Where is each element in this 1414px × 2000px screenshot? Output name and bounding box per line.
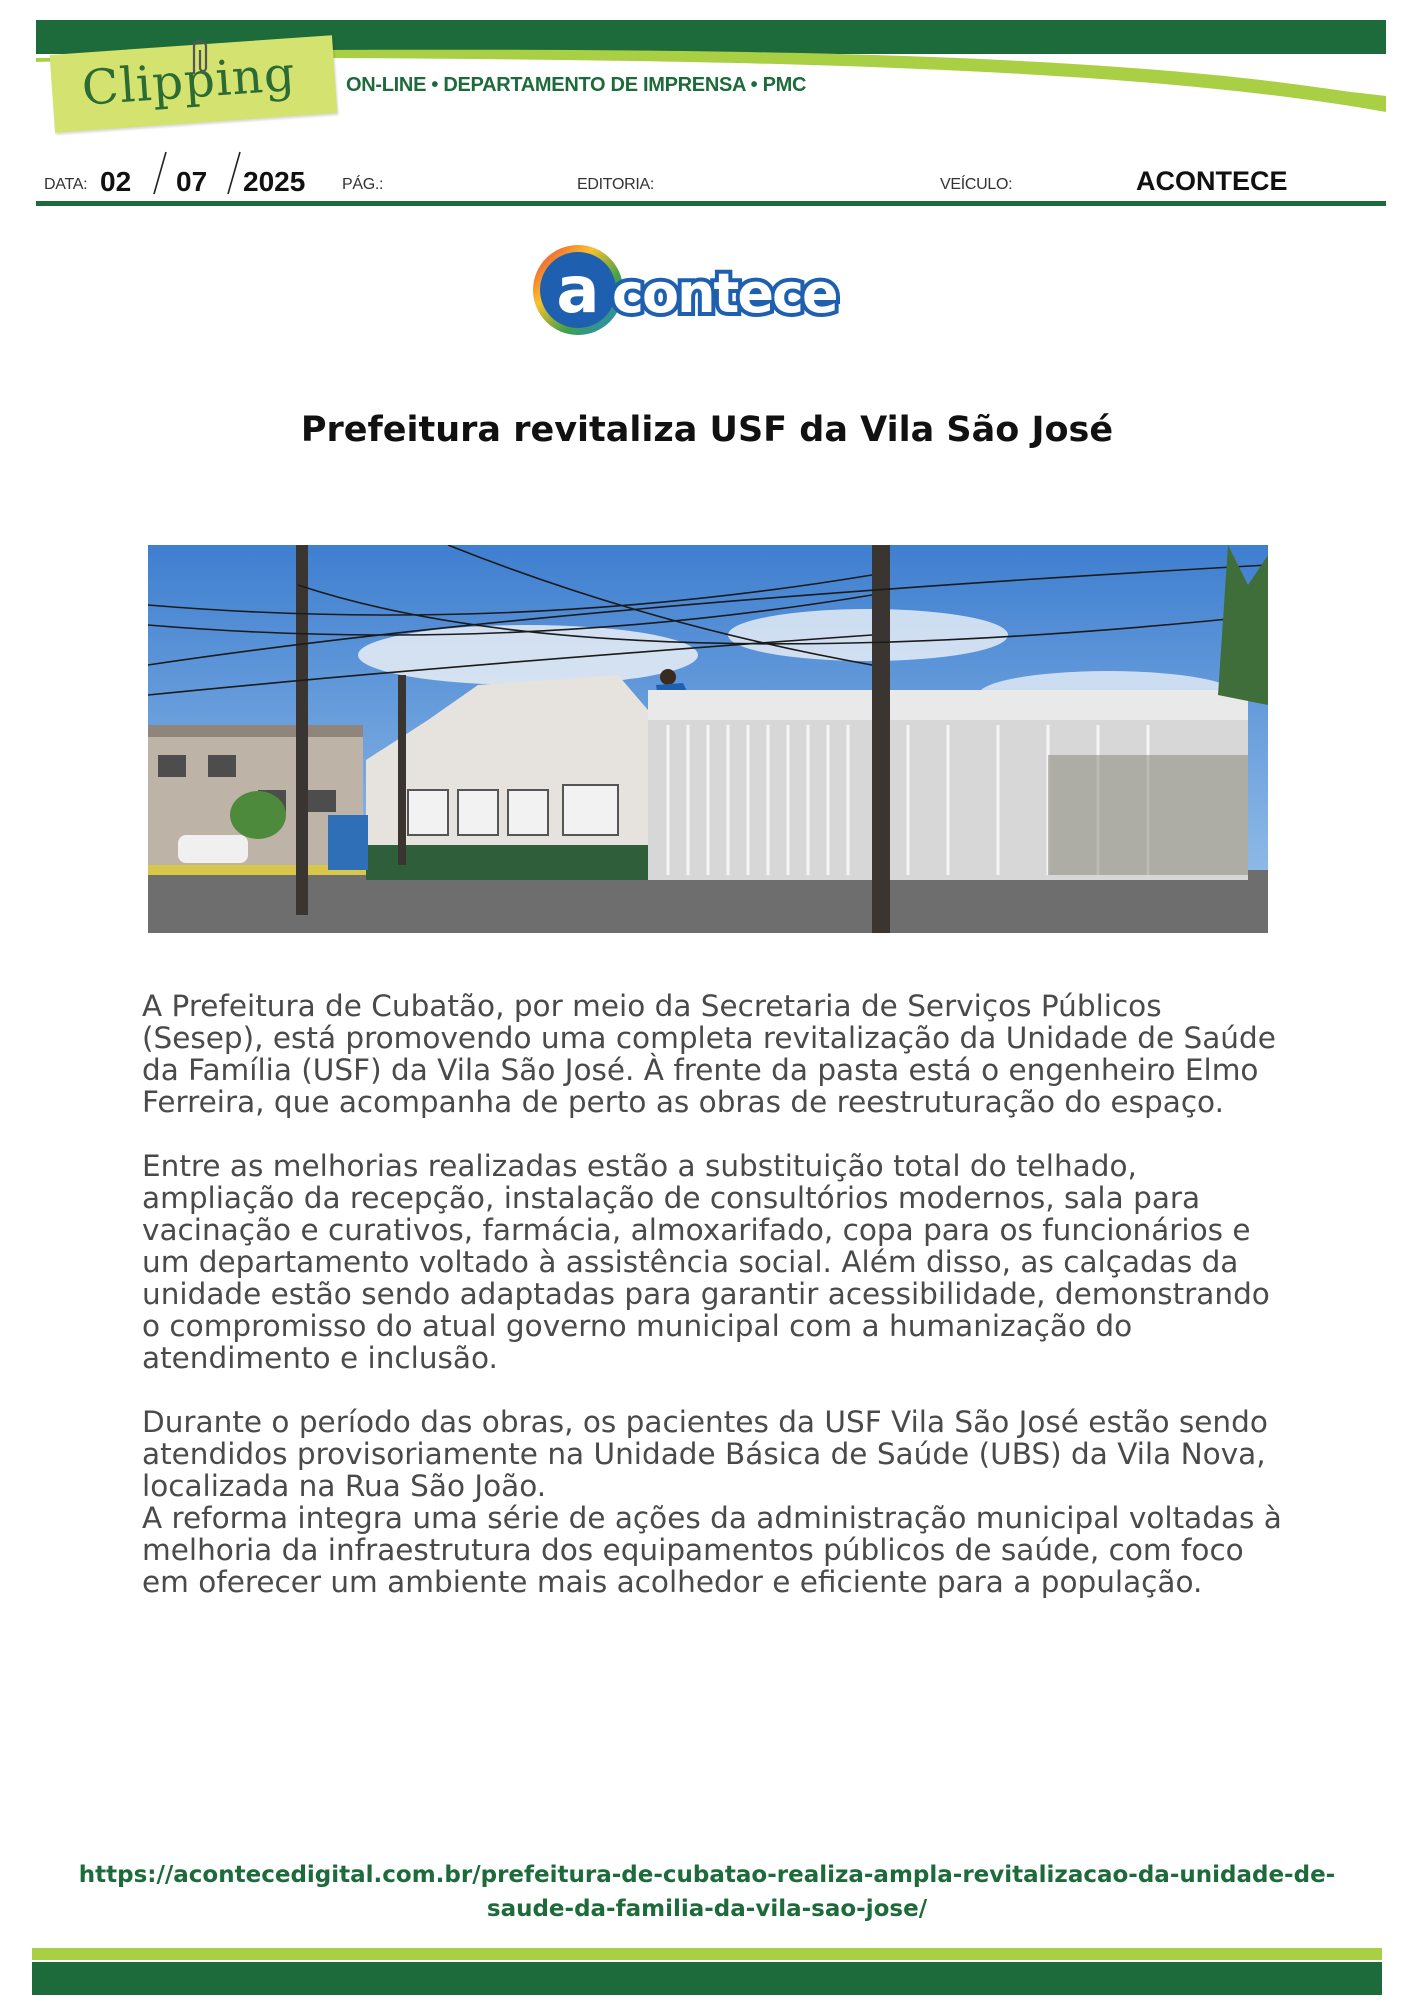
clipping-meta-row	[0, 150, 1414, 200]
article-paragraph: Entre as melhorias realizadas estão a substituição total do telhado, ampliação da recepção, instalação de consultórios modernos, sala para vacinação e curativos, farmácia, almoxarifado, copa para os funcionários e um departamento voltado à assistência social. Além disso, as calçadas da unidade estão sendo adaptadas para garantir acessibilidade, demonstrando o compromisso do atual governo municipal com a humanização do atendimento e inclusão.	[142, 1149, 1270, 1375]
source-link[interactable]	[60, 1858, 1354, 1926]
article-headline: Prefeitura revitaliza USF da Vila São José	[300, 410, 1114, 450]
veiculo-label: VEÍCULO:	[940, 176, 1013, 193]
editoria-label: EDITORIA:	[577, 176, 655, 193]
date-separator	[150, 150, 170, 196]
date-separator	[224, 150, 244, 196]
footer-bar	[32, 1962, 1382, 1995]
footer-stripe	[32, 1948, 1382, 1960]
source-link-line: https://acontecedigital.com.br/prefeitura-de-cubatao-realiza-ampla-revitalizacao-da-unidade-de-	[78, 1862, 1336, 1888]
clipping-label: Clipping	[80, 45, 298, 117]
data-label: DATA:	[44, 176, 88, 193]
date-year: 2025	[243, 166, 306, 197]
article-paragraph: A Prefeitura de Cubatão, por meio da Secretaria de Serviços Públicos (Sesep), está promovendo uma completa revitalização da Unidade de Saúde da Família (USF) da Vila São José. À frente da pasta está o engenheiro Elmo Ferreira, que acompanha de perto as obras de reestruturação do espaço.	[142, 989, 1276, 1119]
svg-text:a: a	[556, 254, 600, 328]
article-paragraph: Durante o período das obras, os pacientes da USF Vila São José estão sendo atendidos provisoriamente na Unidade Básica de Saúde (UBS) da Vila Nova, localizada na Rua São João.	[142, 1405, 1268, 1503]
pag-label: PÁG.:	[342, 176, 384, 193]
acontece-logo	[530, 240, 886, 340]
paperclip-icon	[186, 38, 214, 78]
svg-text:contece: contece	[612, 262, 837, 325]
veiculo-value: ACONTECE	[1136, 166, 1288, 196]
article-body	[142, 990, 1292, 1630]
header-divider	[36, 201, 1386, 206]
date-day: 02	[100, 166, 132, 197]
date-month: 07	[176, 166, 208, 197]
header-subtitle: ON-LINE • DEPARTAMENTO DE IMPRENSA • PMC	[346, 74, 807, 96]
article-photo	[148, 545, 1268, 933]
source-link-line: saude-da-familia-da-vila-sao-jose/	[486, 1896, 928, 1922]
article-paragraph: A reforma integra uma série de ações da administração municipal voltadas à melhoria da infraestrutura dos equipamentos públicos de saúde, com foco em oferecer um ambiente mais acolhedor e eficiente para a população.	[142, 1501, 1282, 1599]
